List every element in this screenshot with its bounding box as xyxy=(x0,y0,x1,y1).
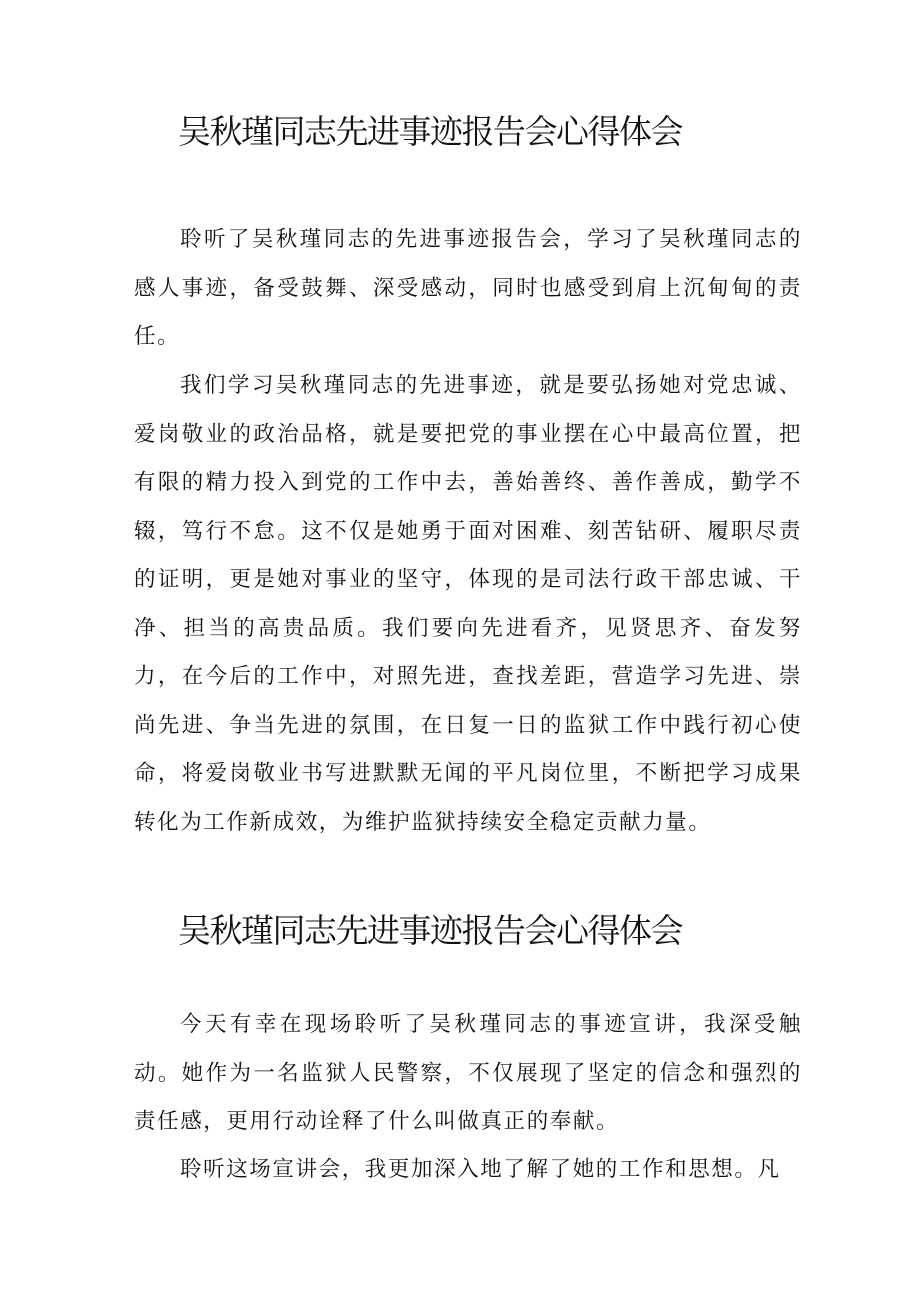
paragraph: 聆听了吴秋瑾同志的先进事迹报告会，学习了吴秋瑾同志的感人事迹，备受鼓舞、深受感动，同时也感受到肩上沉甸甸的责任。 xyxy=(134,227,802,349)
paragraph: 聆听这场宣讲会，我更加深入地了解了她的工作和思想。凡 xyxy=(180,1157,781,1182)
section-title: 吴秋瑾同志先进事迹报告会心得体会 xyxy=(178,911,682,950)
paragraph: 今天有幸在现场聆听了吴秋瑾同志的事迹宣讲，我深受触动。她作为一名监狱人民警察，不仅展现了坚定的信念和强烈的责任感，更用行动诠释了什么叫做真正的奉献。 xyxy=(134,1012,802,1134)
paragraph: 我们学习吴秋瑾同志的先进事迹，就是要弘扬她对党忠诚、爱岗敬业的政治品格，就是要把党的事业摆在心中最高位置，把有限的精力投入到党的工作中去，善始善终、善作善成，勤学不辍，笃行不怠。这不仅是她勇于面对困难、刻苦钻研、履职尽责的证明，更是她对事业的坚守，体现的是司法行政干部忠诚、干净、担当的高贵品质。我们要向先进看齐，见贤思齐、奋发努力，在今后的工作中，对照先进，查找差距，营造学习先进、崇尚先进、争当先进的氛围，在日复一日的监狱工作中践行初心使命，将爱岗敬业书写进默默无闻的平凡岗位里，不断把学习成果转化为工作新成效，为维护监狱持续安全稳定贡献力量。 xyxy=(134,373,802,835)
section-title: 吴秋瑾同志先进事迹报告会心得体会 xyxy=(178,112,682,151)
